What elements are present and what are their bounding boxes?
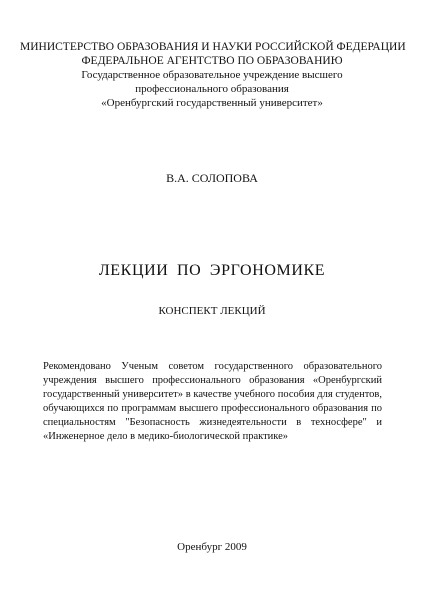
recommendation-line: «Инженерное дело в медико-биологической практике» [43, 431, 289, 442]
ministry-line: МИНИСТЕРСТВО ОБРАЗОВАНИЯ И НАУКИ РОССИЙСКОЙ ФЕДЕРАЦИИ [20, 41, 406, 53]
document-subtitle: КОНСПЕКТ ЛЕКЦИЙ [158, 305, 266, 317]
institution-header [20, 40, 404, 110]
institution-type-line: Государственное образовательное учреждение высшего [81, 69, 343, 81]
recommendation-line: государственный университет» в качестве учебного пособия для студентов, [43, 389, 382, 400]
city-year: Оренбург 2009 [177, 541, 247, 553]
institution-type-line-2: профессионального образования [135, 83, 289, 95]
author-name: В.А. СОЛОПОВА [166, 171, 258, 185]
document-title: ЛЕКЦИИ ПО ЭРГОНОМИКЕ [98, 262, 326, 279]
university-name-line: «Оренбургский государственный университет» [101, 97, 323, 109]
recommendation-line: специальностям "Безопасность жизнедеятельности в техносфере" и [43, 417, 382, 428]
recommendation-line: Рекомендовано Ученым советом государственного образовательного [43, 361, 382, 372]
recommendation-paragraph [43, 360, 382, 444]
agency-line: ФЕДЕРАЛЬНОЕ АГЕНТСТВО ПО ОБРАЗОВАНИЮ [81, 55, 343, 67]
recommendation-line: учреждения высшего профессионального образования «Оренбургский [43, 375, 382, 386]
recommendation-line: обучающихся по программам высшего профессионального образования по [43, 403, 382, 414]
